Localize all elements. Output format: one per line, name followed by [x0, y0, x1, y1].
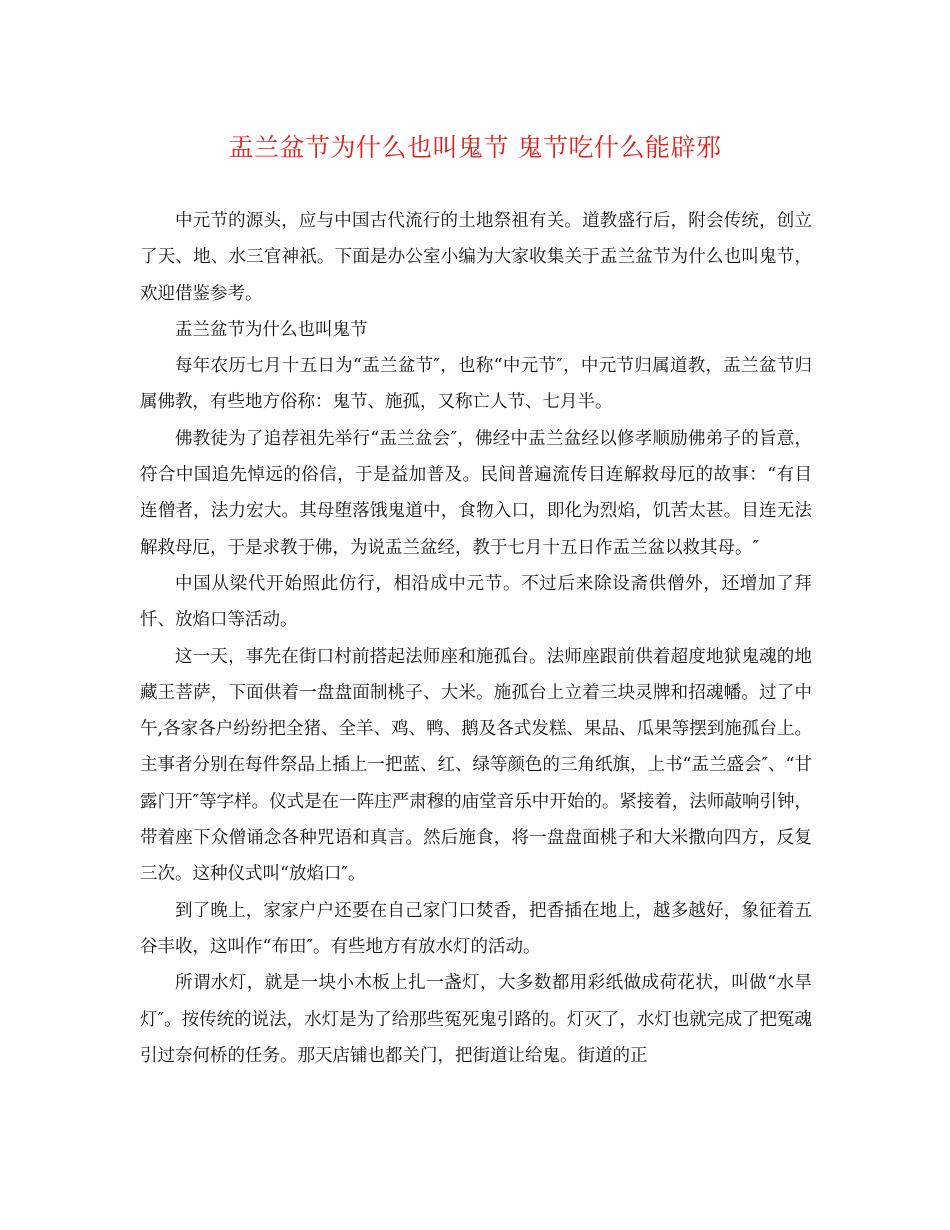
- body-paragraph: 佛教徒为了追荐祖先举行“盂兰盆会″，佛经中盂兰盆经以修孝顺励佛弟子的旨意，符合中国追先悼远的俗信，于是益加普及。民间普遍流传目连解救母厄的故事：“有目连僧者，法力宏大。其母堕落饿鬼道中，食物入口，即化为烈焰，饥苦太甚。目连无法解救母厄，于是求教于佛，为说盂兰盆经，教于七月十五日作盂兰盆以救其母。″: [140, 428, 812, 558]
- body-paragraph: 中国从梁代开始照此仿行，相沿成中元节。不过后来除设斋供僧外，还增加了拜忏、放焰口等活动。: [140, 573, 812, 631]
- body-paragraph: 每年农历七月十五日为“盂兰盆节″，也称“中元节″，中元节归属道教，盂兰盆节归属佛教，有些地方俗称：鬼节、施孤，又称亡人节、七月半。: [140, 356, 812, 413]
- page-title: 盂兰盆节为什么也叫鬼节 鬼节吃什么能辟邪: [228, 133, 722, 162]
- body-paragraph: 所谓水灯，就是一块小木板上扎一盏灯，大多数都用彩纸做成荷花状，叫做“水旱灯″。按传统的说法，水灯是为了给那些冤死鬼引路的。灯灭了，水灯也就完成了把冤魂引过奈何桥的任务。那天店铺也都关门，把街道让给鬼。街道的正: [140, 973, 812, 1066]
- intro-paragraph: 中元节的源头，应与中国古代流行的土地祭祖有关。道教盛行后，附会传统，创立了天、地、水三官神祇。下面是办公室小编为大家收集关于盂兰盆节为什么也叫鬼节，欢迎借鉴参考。: [140, 211, 812, 304]
- body-paragraph: 到了晚上，家家户户还要在自己家门口焚香，把香插在地上，越多越好，象征着五谷丰收，这叫作“布田″。有些地方有放水灯的活动。: [140, 900, 812, 957]
- article-body: [140, 203, 812, 1074]
- body-paragraph: 这一天，事先在街口村前搭起法师座和施孤台。法师座跟前供着超度地狱鬼魂的地藏王菩萨，下面供着一盘盘面制桃子、大米。施孤台上立着三块灵牌和招魂幡。过了中午,各家各户纷纷把全猪、全羊、鸡、鸭、鹅及各式发糕、果品、瓜果等摆到施孤台上。主事者分别在每件祭品上插上一把蓝、红、绿等颜色的三角纸旗，上书“盂兰盛会″、“甘露门开″等字样。仪式是在一阵庄严肃穆的庙堂音乐中开始的。紧接着，法师敲响引钟，带着座下众僧诵念各种咒语和真言。然后施食，将一盘盘面桃子和大米撒向四方，反复三次。这种仪式叫“放焰口″。: [140, 646, 812, 885]
- section-heading: 盂兰盆节为什么也叫鬼节: [175, 319, 368, 340]
